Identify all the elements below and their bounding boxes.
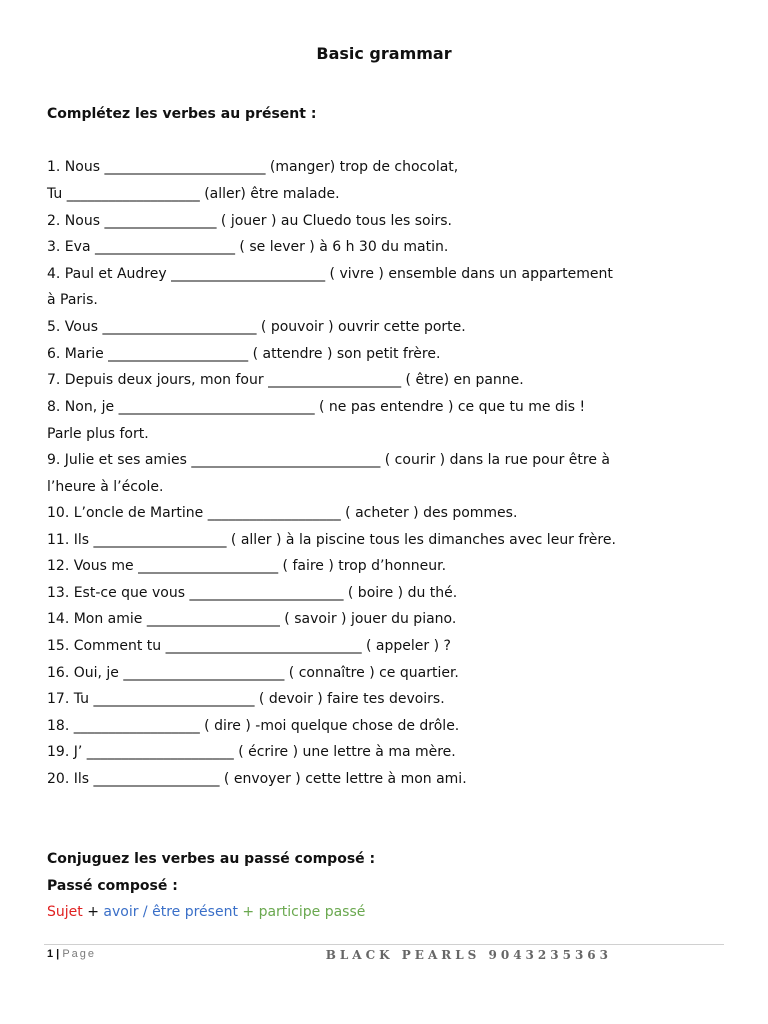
- exercise-line: 16. Oui, je _______________________ ( connaître ) ce quartier.: [47, 665, 459, 681]
- exercise-line: 19. J’ _____________________ ( écrire ) une lettre à ma mère.: [47, 744, 456, 760]
- exercise-line: 10. L’oncle de Martine ___________________ ( acheter ) des pommes.: [47, 505, 518, 521]
- exercise-line: 11. Ils ___________________ ( aller ) à la piscine tous les dimanches avec leur frère.: [47, 532, 616, 548]
- exercise-line: l’heure à l’école.: [47, 479, 164, 495]
- section-heading-passe-compose: Conjuguez les verbes au passé composé :: [47, 851, 376, 867]
- exercise-line: 2. Nous ________________ ( jouer ) au Cluedo tous les soirs.: [47, 213, 453, 229]
- section-heading-present: Complétez les verbes au présent :: [47, 106, 317, 122]
- exercise-line: 6. Marie ____________________ ( attendre ) son petit frère.: [47, 346, 441, 362]
- formula-plus: +: [82, 904, 104, 920]
- exercise-line: 17. Tu _______________________ ( devoir ) faire tes devoirs.: [47, 691, 445, 707]
- page-title: Basic grammar: [316, 44, 452, 63]
- footer-separator: |: [53, 948, 63, 960]
- exercise-line: Parle plus fort.: [47, 426, 149, 442]
- formula-plus: +: [237, 904, 259, 920]
- exercise-line: 14. Mon amie ___________________ ( savoir ) jouer du piano.: [47, 611, 457, 627]
- footer-brand-text: BLACK PEARLS 9043235363: [325, 948, 612, 962]
- exercise-line: 8. Non, je ____________________________ ( ne pas entendre ) ce que tu me dis !: [47, 399, 586, 415]
- footer-divider: [44, 944, 724, 945]
- exercise-line: 13. Est-ce que vous ______________________ ( boire ) du thé.: [47, 585, 458, 601]
- passe-compose-formula: [47, 904, 365, 920]
- exercise-line: 12. Vous me ____________________ ( faire ) trop d’honneur.: [47, 558, 447, 574]
- exercise-line: 3. Eva ____________________ ( se lever ) à 6 h 30 du matin.: [47, 239, 449, 255]
- exercise-line: 1. Nous _______________________ (manger) trop de chocolat,: [47, 159, 459, 175]
- exercise-line: 20. Ils __________________ ( envoyer ) cette lettre à mon ami.: [47, 771, 467, 787]
- page-footer-number: [47, 948, 96, 960]
- exercise-line: 5. Vous ______________________ ( pouvoir ) ouvrir cette porte.: [47, 319, 466, 335]
- page-word: Page: [62, 948, 97, 960]
- formula-participe: participe passé: [258, 904, 366, 920]
- formula-sujet: Sujet: [47, 904, 83, 920]
- formula-auxiliary: avoir / être présent: [103, 904, 238, 920]
- exercise-line: 7. Depuis deux jours, mon four ___________________ ( être) en panne.: [47, 372, 524, 388]
- exercise-line: Tu ___________________ (aller) être malade.: [47, 186, 340, 202]
- exercise-line: à Paris.: [47, 292, 98, 308]
- exercise-line: 15. Comment tu ____________________________ ( appeler ) ?: [47, 638, 451, 654]
- exercise-line: 9. Julie et ses amies ___________________________ ( courir ) dans la rue pour être à: [47, 452, 611, 468]
- page-number: 1: [47, 948, 54, 960]
- exercise-line: 18. __________________ ( dire ) -moi quelque chose de drôle.: [47, 718, 460, 734]
- exercise-line: 4. Paul et Audrey ______________________ ( vivre ) ensemble dans un appartement: [47, 266, 613, 282]
- subheading-passe-compose: Passé composé :: [47, 878, 178, 894]
